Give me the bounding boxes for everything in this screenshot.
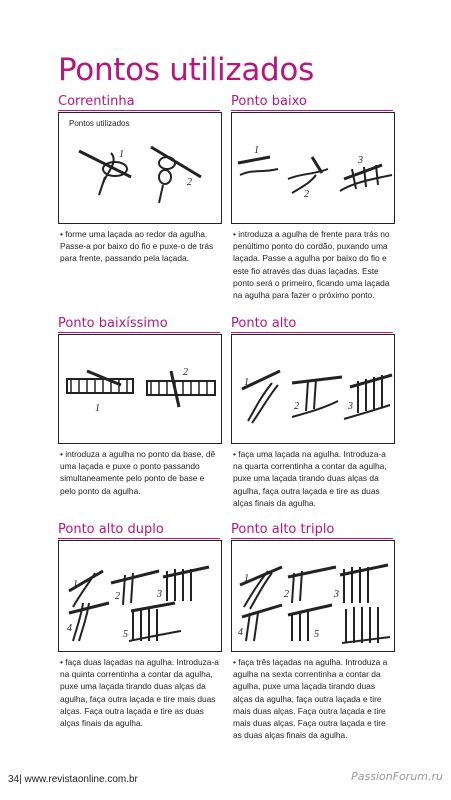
- figure-label: 4: [67, 623, 72, 634]
- figure-label: 1: [95, 403, 100, 414]
- section-description: • faça uma laçada na agulha. Introduza-a na quarta correntinha a contar da agulha, puxe uma laçada tirando duas alças da agulha, faça outra laçada e tire as duas alças finais da agulha.: [233, 449, 387, 508]
- figure-label: 2: [187, 177, 192, 188]
- section-description: • forme uma laçada ao redor da agulha. Passe-a por baixo do fio e puxe-o de trás para frente, passando pela laçada.: [60, 229, 214, 264]
- figure-label: 2: [183, 367, 188, 378]
- section-title-correntinha: Correntinha: [58, 94, 135, 109]
- page-number: 34: [8, 774, 20, 785]
- double-crochet-illustration: [232, 335, 394, 443]
- page-footer: [8, 774, 138, 785]
- page-title: Pontos utilizados: [58, 52, 314, 88]
- website-link[interactable]: www.revistaonline.com.br: [24, 774, 138, 785]
- section-description: • faça duas laçadas na agulha. Introduza-a na quinta correntinha a contar da agulha, puxe uma laçada tirando duas alças da agulha, faça outra laçada e tire mais duas alças. Faça outra laçada e tire as duas alças finais da agulha.: [60, 657, 219, 729]
- figure-label: 2: [115, 591, 120, 602]
- watermark: PassionForum.ru: [351, 770, 443, 783]
- section-title-ponto-baixissimo: Ponto baixíssimo: [58, 316, 168, 331]
- section-rule: [58, 110, 220, 111]
- section-rule: [231, 110, 393, 111]
- figure-ponto-alto-duplo: [58, 540, 222, 652]
- figure-ponto-baixo: [231, 112, 395, 224]
- section-title-ponto-alto-triplo: Ponto alto triplo: [231, 522, 335, 537]
- chain-stitch-illustration: [59, 113, 221, 223]
- figure-label: 4: [238, 627, 243, 638]
- figure-label: 1: [244, 573, 249, 584]
- section-description: • faça três laçadas na agulha. Introduza a agulha na sexta correntinha a contar da agulha, puxe uma laçada tirando duas alças da agulha, faça outra laçada e tire mais duas alças. Faça outra laçada e tire mais duas alças. Faça outra laçada e tire as duas alças finais da agulha.: [233, 657, 388, 741]
- figure-label: 3: [157, 589, 162, 600]
- figure-label: 5: [123, 629, 128, 640]
- figure-label: 1: [119, 149, 124, 160]
- section-rule: [58, 332, 220, 333]
- section-description: • introduza a agulha de frente para trás no penúltimo ponto do cordão, puxando uma laçada. Passe a agulha por baixo do fio e este fio através das duas laçadas. Este ponto será o primeiro, ficando uma laçada na agulha para fazer o próximo ponto.: [233, 229, 390, 301]
- section-title-ponto-alto: Ponto alto: [231, 316, 297, 331]
- section-title-ponto-baixo: Ponto baixo: [231, 94, 307, 109]
- slip-stitch-illustration: [59, 335, 221, 443]
- figure-caption: Pontos utilizados: [69, 119, 130, 128]
- figure-label: 2: [294, 401, 299, 412]
- figure-label: 1: [254, 145, 259, 156]
- section-rule: [231, 332, 393, 333]
- figure-ponto-baixissimo: [58, 334, 222, 444]
- footer-separator: |: [19, 774, 22, 785]
- section-rule: [231, 538, 393, 539]
- figure-label: 1: [73, 579, 78, 590]
- figure-label: 1: [244, 377, 249, 388]
- section-rule: [58, 538, 220, 539]
- single-crochet-illustration: [232, 113, 394, 223]
- figure-label: 2: [284, 589, 289, 600]
- section-title-ponto-alto-duplo: Ponto alto duplo: [58, 522, 164, 537]
- figure-label: 2: [304, 189, 309, 200]
- double-treble-crochet-illustration: [232, 541, 394, 651]
- figure-label: 3: [358, 155, 363, 166]
- figure-correntinha: [58, 112, 222, 224]
- figure-label: 3: [334, 589, 339, 600]
- section-description: • introduza a agulha no ponto da base, dê uma laçada e puxe o ponto passando simultaneamente pelo ponto de base e pelo ponto da agulha.: [60, 449, 216, 496]
- treble-crochet-illustration: [59, 541, 221, 651]
- figure-label: 3: [348, 401, 353, 412]
- figure-ponto-alto: [231, 334, 395, 444]
- figure-ponto-alto-triplo: [231, 540, 395, 652]
- figure-label: 5: [314, 629, 319, 640]
